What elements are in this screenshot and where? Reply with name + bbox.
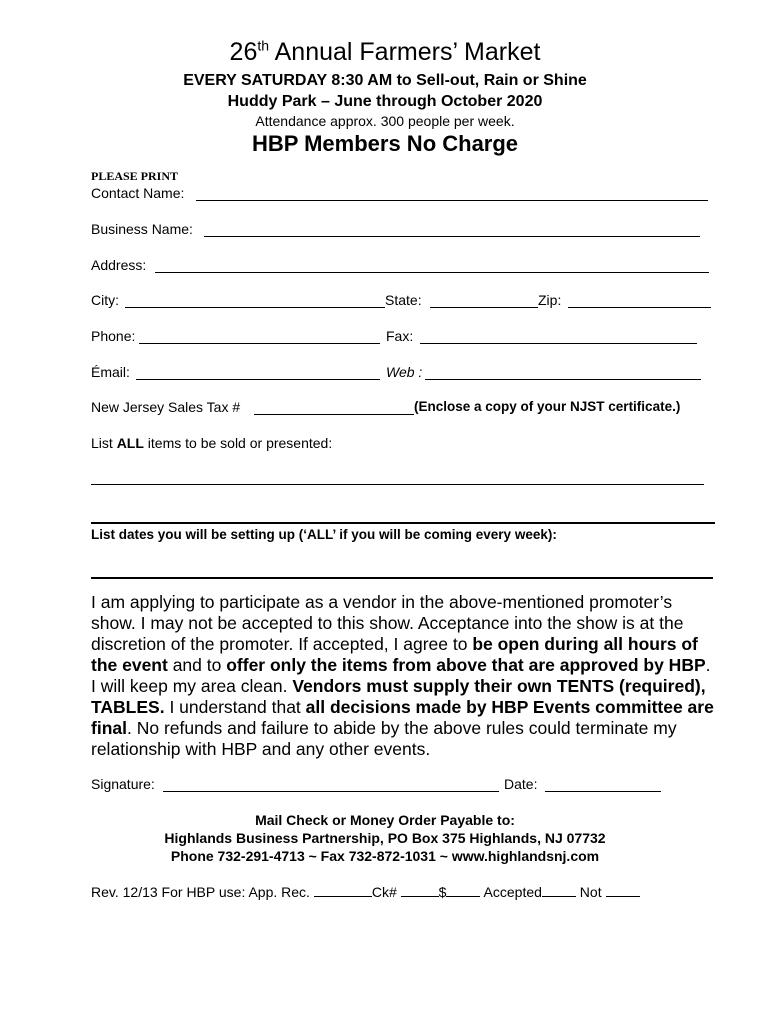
please-print-label: PLEASE PRINT bbox=[91, 169, 179, 183]
office-use-line: Rev. 12/13 For HBP use: App. Rec. Ck# $ Accepted Not bbox=[91, 884, 640, 900]
app-rec-field[interactable] bbox=[314, 884, 372, 897]
signature-field[interactable] bbox=[163, 791, 499, 792]
zip-field[interactable] bbox=[568, 307, 711, 308]
city-label: City: bbox=[91, 292, 119, 308]
attendance-line: Attendance approx. 300 people per week. bbox=[255, 113, 515, 129]
address-field[interactable] bbox=[155, 272, 709, 273]
phone-label: Phone: bbox=[91, 328, 136, 344]
page-title: 26th Annual Farmers’ Market bbox=[229, 37, 541, 66]
date-field[interactable] bbox=[545, 791, 661, 792]
web-label: Web : bbox=[386, 364, 423, 380]
schedule-line: EVERY SATURDAY 8:30 AM to Sell-out, Rain or Shine bbox=[183, 72, 587, 89]
not-accepted-field[interactable] bbox=[606, 884, 640, 897]
date-label: Date: bbox=[504, 776, 538, 792]
contact-name-field[interactable] bbox=[196, 200, 708, 201]
state-label: State: bbox=[385, 292, 422, 308]
fax-field[interactable] bbox=[420, 343, 697, 344]
contact-name-label: Contact Name: bbox=[91, 185, 185, 201]
accepted-field[interactable] bbox=[542, 884, 576, 897]
items-line-1[interactable] bbox=[91, 484, 704, 485]
business-name-field[interactable] bbox=[204, 236, 700, 237]
amount-field[interactable] bbox=[446, 884, 480, 897]
mail-contact-line: Phone 732-291-4713 ~ Fax 732-872-1031 ~ www.highlandsnj.com bbox=[170, 848, 600, 864]
signature-label: Signature: bbox=[91, 776, 155, 792]
check-number-field[interactable] bbox=[401, 884, 439, 897]
tax-note: (Enclose a copy of your NJST certificate.) bbox=[414, 399, 681, 414]
address-label: Address: bbox=[91, 257, 147, 273]
phone-field[interactable] bbox=[139, 343, 380, 344]
items-label: List ALL items to be sold or presented: bbox=[91, 435, 333, 451]
dates-field[interactable] bbox=[91, 577, 713, 579]
items-line-2[interactable] bbox=[91, 522, 715, 524]
fax-label: Fax: bbox=[386, 328, 414, 344]
business-name-label: Business Name: bbox=[91, 221, 193, 237]
email-field[interactable] bbox=[136, 379, 380, 380]
zip-label: Zip: bbox=[538, 292, 562, 308]
location-line: Huddy Park – June through October 2020 bbox=[227, 93, 543, 110]
city-field[interactable] bbox=[125, 307, 385, 308]
agreement-paragraph: I am applying to participate as a vendor in the above-mentioned promoter’s show. I may not be accepted to this show. Acceptance into the show is at the discretion of the promoter. If accepted, I agree to be open during all hours of the event and to offer only the items from above that are approved by HBP. I will keep my area clean. Vendors must supply their own TENTS (required), TABLES. I understand that all decisions made by HBP Events committee are final. No refunds and failure to abide by the above rules could terminate my relationship with HBP and any other events. bbox=[91, 592, 714, 759]
email-label: Émail: bbox=[91, 364, 130, 380]
mail-payable-line: Mail Check or Money Order Payable to: bbox=[255, 812, 515, 828]
dates-label: List dates you will be setting up (‘ALL’ if you will be coming every week): bbox=[91, 527, 557, 542]
state-field[interactable] bbox=[430, 307, 538, 308]
tax-field[interactable] bbox=[254, 414, 414, 415]
mail-address-line: Highlands Business Partnership, PO Box 375 Highlands, NJ 07732 bbox=[164, 830, 606, 846]
web-field[interactable] bbox=[425, 379, 701, 380]
members-heading: HBP Members No Charge bbox=[251, 131, 519, 156]
tax-label: New Jersey Sales Tax # bbox=[91, 399, 241, 415]
